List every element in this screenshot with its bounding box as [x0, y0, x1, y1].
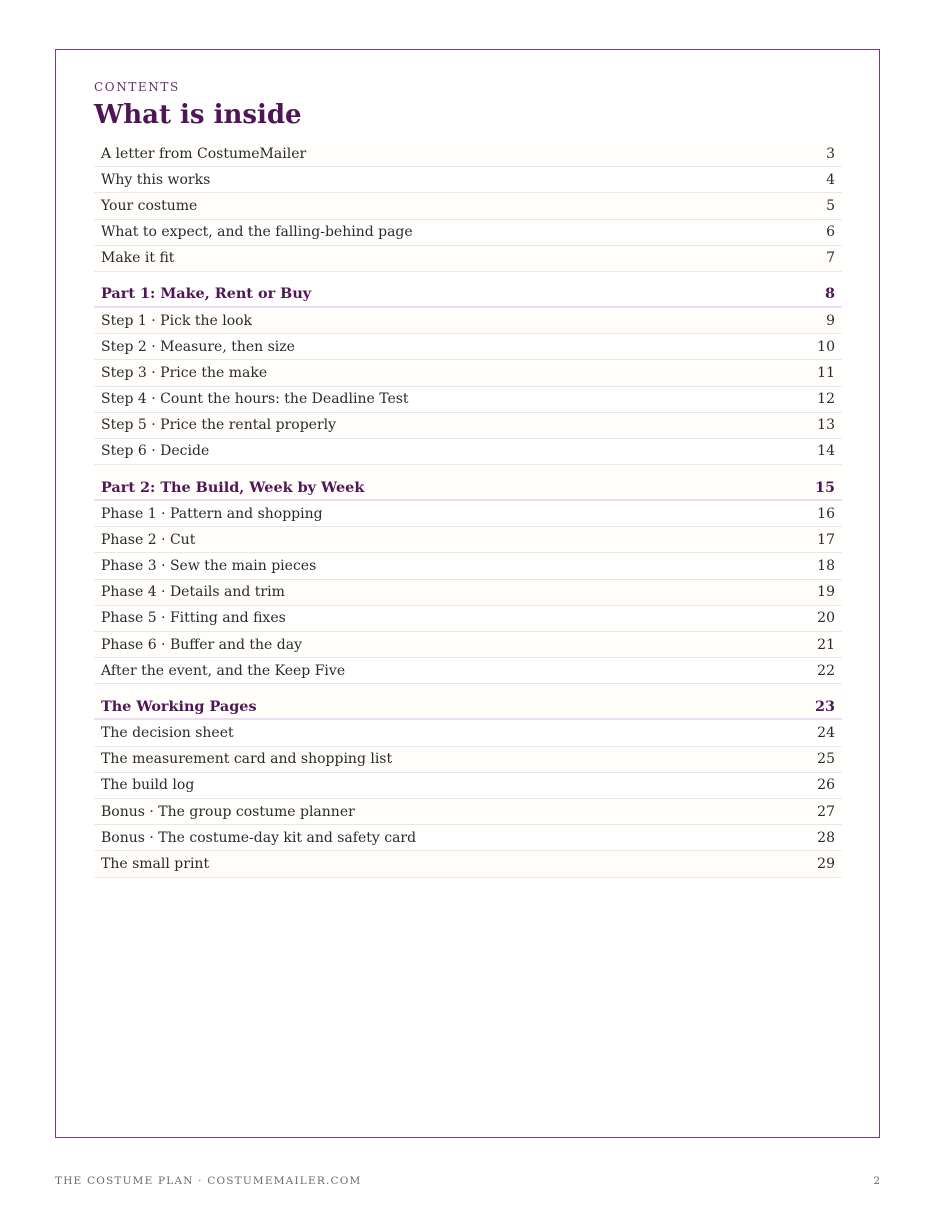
toc-entry-page: 10	[817, 338, 835, 355]
toc-entry-label: The build log	[101, 777, 195, 794]
toc-entry-page: 16	[817, 505, 835, 522]
toc-entry-page: 9	[826, 312, 835, 329]
toc-entry-label: Phase 5 · Fitting and fixes	[101, 610, 286, 627]
page-title: What is inside	[94, 100, 302, 130]
toc-entry[interactable]	[94, 360, 842, 386]
toc-entry[interactable]	[94, 799, 842, 825]
toc-entry-label: Phase 6 · Buffer and the day	[101, 636, 303, 653]
toc-entry[interactable]	[94, 193, 842, 219]
toc-entry-page: 29	[817, 855, 835, 872]
toc-entry-label: After the event, and the Keep Five	[101, 662, 346, 679]
toc-part-heading[interactable]	[94, 272, 842, 308]
toc-entry[interactable]	[94, 167, 842, 193]
toc-entry-page: 24	[817, 724, 835, 741]
toc-entry-page: 4	[826, 171, 835, 188]
toc-part-heading[interactable]	[94, 684, 842, 720]
toc-entry[interactable]	[94, 413, 842, 439]
toc-entry-label: Phase 2 · Cut	[101, 531, 196, 548]
toc-entry[interactable]	[94, 439, 842, 465]
toc-entry-page: 6	[826, 224, 835, 241]
toc-entry-page: 18	[817, 558, 835, 575]
toc-entry[interactable]	[94, 825, 842, 851]
toc-entry-label: Bonus · The costume-day kit and safety card	[101, 829, 417, 846]
toc-entry-label: The decision sheet	[101, 724, 234, 741]
toc-entry-page: 26	[817, 777, 835, 794]
table-of-contents	[94, 141, 842, 878]
toc-entry-label: Step 1 · Pick the look	[101, 312, 253, 329]
toc-entry[interactable]	[94, 632, 842, 658]
toc-entry[interactable]	[94, 851, 842, 877]
toc-entry-page: 25	[817, 751, 835, 768]
toc-entry[interactable]	[94, 387, 842, 413]
toc-entry-page: 14	[817, 443, 835, 460]
toc-entry-label: Your costume	[101, 197, 198, 214]
toc-entry-page: 22	[817, 662, 835, 679]
toc-entry-label: Make it fit	[101, 250, 175, 267]
toc-entry[interactable]	[94, 720, 842, 746]
toc-entry[interactable]	[94, 658, 842, 684]
footer-running-title: THE COSTUME PLAN · COSTUMEMAILER.COM	[55, 1175, 362, 1187]
toc-entry-page: 3	[826, 145, 835, 162]
toc-entry[interactable]	[94, 501, 842, 527]
toc-entry-page: 17	[817, 531, 835, 548]
toc-entry-label: Step 3 · Price the make	[101, 364, 268, 381]
toc-part-page: 23	[814, 697, 835, 715]
toc-entry-page: 27	[817, 803, 835, 820]
toc-entry-label: What to expect, and the falling-behind page	[101, 224, 413, 241]
toc-part-page: 8	[824, 285, 835, 303]
toc-entry-label: Why this works	[101, 171, 211, 188]
toc-entry-label: Step 6 · Decide	[101, 443, 210, 460]
toc-entry-page: 13	[817, 417, 835, 434]
toc-entry[interactable]	[94, 747, 842, 773]
toc-entry-page: 20	[817, 610, 835, 627]
toc-entry-page: 11	[817, 364, 835, 381]
toc-entry-label: Phase 4 · Details and trim	[101, 584, 285, 601]
toc-entry-label: Step 5 · Price the rental properly	[101, 417, 337, 434]
toc-entry[interactable]	[94, 773, 842, 799]
toc-entry-label: Phase 1 · Pattern and shopping	[101, 505, 323, 522]
toc-entry-page: 12	[817, 391, 835, 408]
toc-part-label: The Working Pages	[101, 697, 257, 715]
toc-part-label: Part 2: The Build, Week by Week	[101, 478, 365, 496]
toc-entry-page: 28	[817, 829, 835, 846]
toc-entry-label: The small print	[101, 855, 210, 872]
footer-page-number: 2	[873, 1175, 880, 1187]
toc-part-label: Part 1: Make, Rent or Buy	[101, 285, 312, 303]
toc-entry-label: Step 2 · Measure, then size	[101, 338, 295, 355]
toc-entry-label: Step 4 · Count the hours: the Deadline Test	[101, 391, 409, 408]
toc-part-heading[interactable]	[94, 465, 842, 501]
toc-entry[interactable]	[94, 606, 842, 632]
page-frame	[55, 49, 880, 1138]
toc-entry-label: Bonus · The group costume planner	[101, 803, 355, 820]
toc-entry-page: 19	[817, 584, 835, 601]
toc-entry-page: 5	[826, 197, 835, 214]
toc-entry-page: 21	[817, 636, 835, 653]
toc-part-page: 15	[814, 478, 835, 496]
toc-entry[interactable]	[94, 527, 842, 553]
toc-entry[interactable]	[94, 141, 842, 167]
toc-entry-label: A letter from CostumeMailer	[101, 145, 307, 162]
toc-entry[interactable]	[94, 246, 842, 272]
toc-entry-label: The measurement card and shopping list	[101, 751, 393, 768]
toc-entry[interactable]	[94, 580, 842, 606]
toc-entry[interactable]	[94, 553, 842, 579]
toc-entry-page: 7	[826, 250, 835, 267]
toc-entry[interactable]	[94, 308, 842, 334]
section-eyebrow: CONTENTS	[94, 80, 180, 94]
toc-entry[interactable]	[94, 334, 842, 360]
toc-entry-label: Phase 3 · Sew the main pieces	[101, 558, 317, 575]
toc-entry[interactable]	[94, 220, 842, 246]
